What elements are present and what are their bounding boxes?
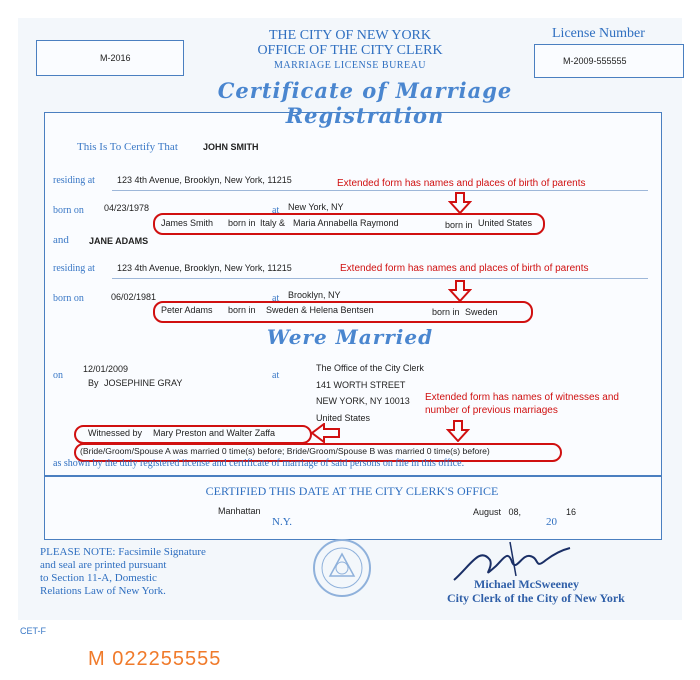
party-a-father-place: Italy &	[260, 218, 286, 228]
officiant-name: JOSEPHINE GRAY	[104, 378, 183, 388]
serial-prefix: M 02	[88, 648, 137, 670]
party-a-birthplace: New York, NY	[288, 202, 344, 212]
party-b-address: 123 4th Avenue, Brooklyn, New York, 11215	[117, 263, 292, 273]
certify-label: This Is To Certify That	[77, 141, 178, 153]
party-b-father-place: Sweden & Helena Bentsen	[266, 305, 374, 315]
footer-note-3: to Section 11-A, Domestic	[40, 572, 157, 584]
certified-heading: CERTIFIED THIS DATE AT THE CITY CLERK'S OFFICE	[205, 484, 499, 498]
party-b-at-label: at	[272, 293, 280, 304]
header-city: THE CITY OF NEW YORK	[268, 28, 432, 43]
shown-by-text: as shown by the duly registered license and certificate of marriage of said persons on file in this office.	[53, 458, 465, 469]
place-line-3: NEW YORK, NY 10013	[316, 396, 410, 406]
serial-main: 2255555	[136, 648, 222, 670]
left-number: M-2016	[100, 53, 131, 63]
party-b-birthplace: Brooklyn, NY	[288, 290, 341, 300]
license-number: M-2009-555555	[563, 56, 627, 66]
party-b-born-in-2: born in	[432, 307, 460, 317]
certified-month-day: August 08,	[473, 507, 522, 517]
footer-note-4: Relations Law of New York.	[40, 585, 166, 597]
party-a-dob: 04/23/1978	[104, 203, 150, 213]
down-arrow-icon-1	[448, 192, 472, 214]
party-b-born-in-1: born in	[228, 305, 256, 315]
were-married-heading: Were Married	[266, 325, 434, 349]
annotation-3b: number of previous marriages	[425, 405, 558, 416]
down-arrow-icon-3	[446, 420, 470, 442]
and-label: and	[53, 234, 69, 246]
form-code: CET-F	[20, 626, 46, 636]
party-b-mother-place: Sweden	[465, 307, 498, 317]
down-arrow-icon-2	[448, 280, 472, 302]
header-office: OFFICE OF THE CITY CLERK	[257, 43, 443, 58]
serial-number	[88, 648, 221, 671]
certified-year-prefix: 20	[546, 516, 557, 528]
footer-note-1: PLEASE NOTE: Facsimile Signature	[40, 546, 206, 558]
previous-marriages: (Bride/Groom/Spouse A was married 0 time(s) before; Bride/Groom/Spouse B was married 0 time(s) before)	[80, 446, 490, 456]
witnesses-names: Mary Preston and Walter Zaffa	[153, 428, 276, 438]
footer-note-2: and seal are printed pursuant	[40, 559, 167, 571]
ceremony-by-label: By	[88, 378, 99, 388]
party-a-at-label: at	[272, 205, 280, 216]
certified-borough: Manhattan	[218, 506, 261, 516]
certified-state: N.Y.	[272, 516, 292, 528]
party-a-mother: Maria Annabella Raymond	[293, 218, 399, 228]
party-a-born-in-2: born in	[445, 220, 473, 230]
license-number-label: License Number	[552, 26, 645, 41]
place-line-1: The Office of the City Clerk	[316, 363, 424, 373]
certificate-title: Certificate of Marriage Registration	[217, 78, 513, 128]
party-b-father: Peter Adams	[161, 305, 213, 315]
header-bureau: MARRIAGE LICENSE BUREAU	[273, 60, 427, 71]
party-b-born-on-label: born on	[53, 293, 84, 304]
party-a-residing-label: residing at	[53, 175, 95, 186]
certified-year: 16	[566, 507, 577, 517]
annotation-3a: Extended form has names of witnesses and	[425, 392, 619, 403]
witnesses-label: Witnessed by	[88, 428, 143, 438]
party-a-father: James Smith	[161, 218, 214, 228]
party-a-born-in-1: born in	[228, 218, 256, 228]
place-line-4: United States	[316, 413, 371, 423]
place-line-2: 141 WORTH STREET	[316, 380, 406, 390]
party-a-born-on-label: born on	[53, 205, 84, 216]
party-b-dob: 06/02/1981	[111, 292, 157, 302]
annotation-2: Extended form has names and places of birth of parents	[340, 263, 589, 274]
party-b-name: JANE ADAMS	[89, 236, 149, 246]
party-b-residing-label: residing at	[53, 263, 95, 274]
clerk-title: City Clerk of the City of New York	[447, 591, 625, 605]
ceremony-on-label: on	[53, 370, 63, 381]
clerk-name: Michael McSweeney	[474, 577, 579, 591]
ceremony-at-label: at	[272, 370, 280, 381]
party-a-mother-place: United States	[478, 218, 533, 228]
annotation-1: Extended form has names and places of birth of parents	[337, 178, 586, 189]
city-seal-icon	[312, 538, 372, 598]
party-a-name: JOHN SMITH	[203, 142, 259, 152]
ceremony-date: 12/01/2009	[83, 364, 129, 374]
party-a-address: 123 4th Avenue, Brooklyn, New York, 11215	[117, 175, 292, 185]
left-arrow-icon	[310, 423, 340, 443]
